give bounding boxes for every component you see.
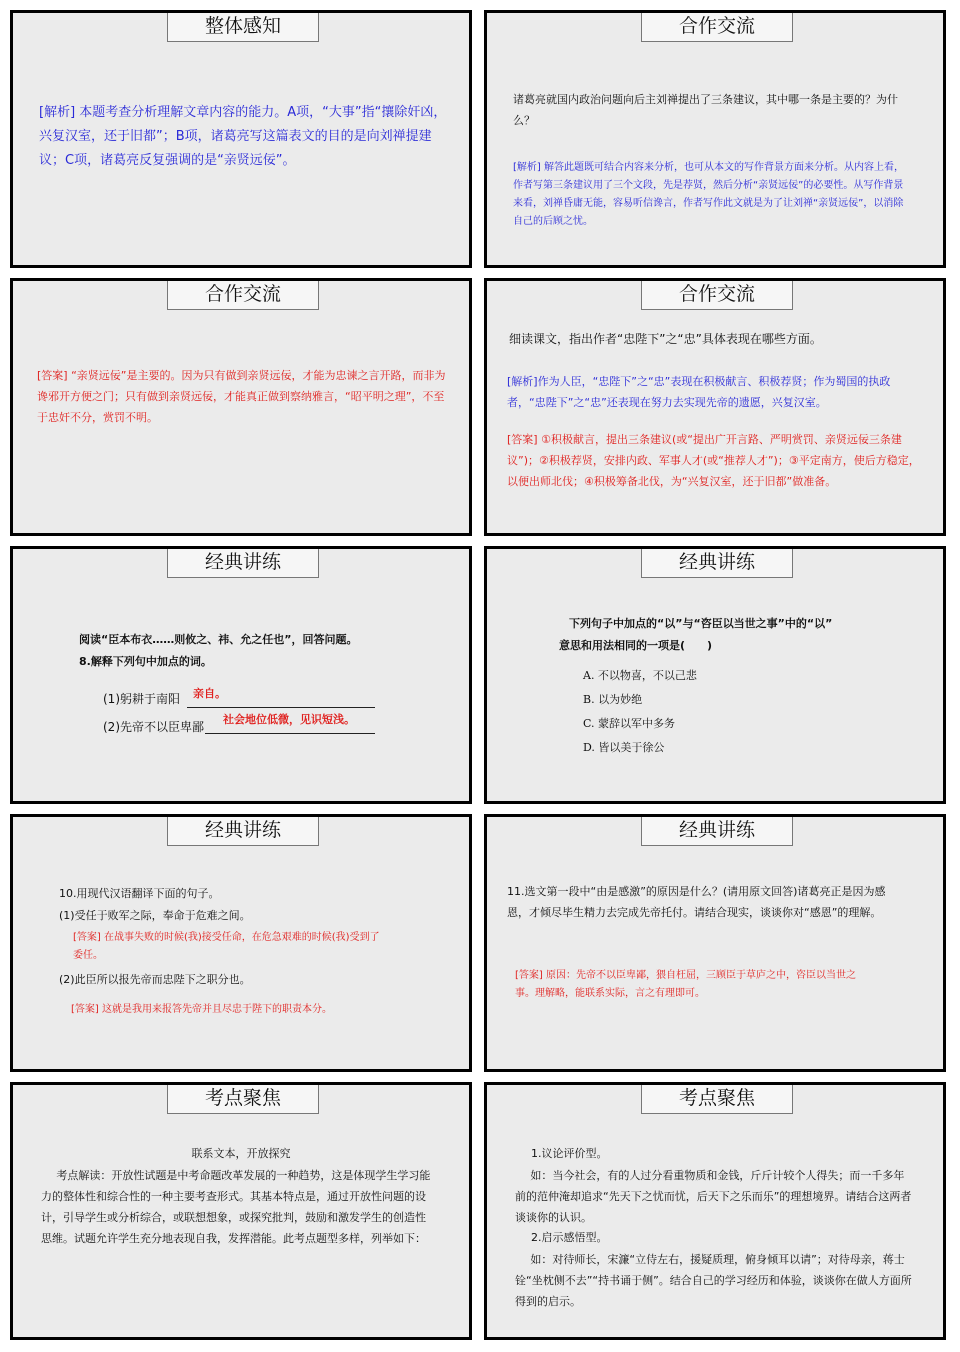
analysis-text: [解析] 本题考查分析理解文章内容的能力。A项，“大事”指“攘除奸凶，兴复汉室，还于旧都”；B项，诸葛亮写这篇表文的目的是向刘禅提建议；C项，诸葛亮反复强调的是“亲贤远佞”。 — [39, 105, 447, 168]
answer-1: 亲自。 — [193, 687, 226, 700]
slide-4 — [484, 278, 946, 536]
slide-10 — [484, 1082, 946, 1340]
sentence-2: (2)先帝不以臣卑鄙 — [103, 720, 204, 734]
question-text: 11.选文第一段中“由是感激”的原因是什么？(请用原文回答)诸葛亮正是因为感恩，才倾尽毕生精力去完成先帝托付。请结合现实，谈谈你对“感恩”的理解。 — [507, 885, 886, 919]
type-1-heading: 1.议论评价型。 — [531, 1147, 608, 1160]
option-d[interactable]: D. 皆以美于徐公 — [583, 741, 665, 754]
sentence-1: (1)受任于败军之际，奉命于危难之间。 — [59, 909, 251, 922]
option-c[interactable]: C. 蒙辞以军中多务 — [583, 717, 676, 730]
answer-2: [答案] 这就是我用来报答先帝并且尽忠于陛下的职责本分。 — [71, 1004, 332, 1015]
question-line-1: 下列句子中加点的“以”与“咨臣以当世之事”中的“以” — [569, 617, 833, 630]
analysis-text: [解析]作为人臣，“忠陛下”之“忠”表现在积极献言、积极荐贤；作为蜀国的执政者，“忠陛下”之“忠”还表现在努力去实现先帝的遗愿，兴复汉室。 — [507, 375, 891, 409]
answer-1: [答案] 在战事失败的时候(我)接受任命，在危急艰难的时候(我)受到了委任。 — [73, 932, 380, 961]
option-a[interactable]: A. 不以物喜，不以己悲 — [583, 669, 697, 682]
slide-title: 经典讲练 — [167, 546, 319, 578]
question-line-2: 意思和用法相同的一项是( ) — [559, 639, 713, 652]
answer-2: 社会地位低微，见识短浅。 — [223, 713, 355, 726]
answer-text: [答案] ①积极献言，提出三条建议(或“提出广开言路、严明赏罚、亲贤远佞三条建议”)；②积极荐贤，安排内政、军事人才(或“推荐人才”)；③平定南方，使后方稳定，以便出师北伐；④积极筹备北伐，为“兴复汉室，还于旧都”做准备。 — [507, 433, 920, 488]
slide-title: 经典讲练 — [641, 814, 793, 846]
answer-text: [答案] “亲贤远佞”是主要的。因为只有做到亲贤远佞，才能为忠谏之言开路，而非为谗邪开方便之门；只有做到亲贤远佞，才能真正做到察纳雅言，“昭平明之理”，不至于忠奸不分，赏罚不明。 — [37, 369, 446, 424]
section-heading: 联系文本，开放探究 — [191, 1147, 291, 1160]
slide-8 — [484, 814, 946, 1072]
slide-title: 经典讲练 — [167, 814, 319, 846]
option-b[interactable]: B. 以为妙绝 — [583, 693, 643, 706]
slide-1 — [10, 10, 472, 268]
answer-text: [答案] 原因：先帝不以臣卑鄙，猥自枉屈，三顾臣于草庐之中，咨臣以当世之事。理解略，能联系实际，言之有理即可。 — [515, 970, 856, 999]
slide-title: 合作交流 — [641, 278, 793, 310]
slide-2 — [484, 10, 946, 268]
slide-6 — [484, 546, 946, 804]
slide-title: 整体感知 — [167, 10, 319, 42]
slide-title: 经典讲练 — [641, 546, 793, 578]
type-2-example: 如：对待师长，宋濂“立侍左右，援疑质理，俯身倾耳以请”；对待母亲，蒋士铨“坐枕侧不去”“持书诵于侧”。结合自己的学习经历和体验，谈谈你在做人方面所得到的启示。 — [515, 1253, 912, 1308]
slide-7 — [10, 814, 472, 1072]
slide-title: 合作交流 — [167, 278, 319, 310]
question-text: 诸葛亮就国内政治问题向后主刘禅提出了三条建议，其中哪一条是主要的？为什么？ — [513, 93, 898, 127]
slide-3 — [10, 278, 472, 536]
answer-blank-2 — [205, 733, 375, 734]
type-1-example: 如：当今社会，有的人过分看重物质和金钱，斤斤计较个人得失；而一千多年前的范仲淹却追求“先天下之忧而忧，后天下之乐而乐”的理想境界。请结合这两者谈谈你的认识。 — [515, 1169, 912, 1224]
question-text: 细读课文，指出作者“忠陛下”之“忠”具体表现在哪些方面。 — [509, 332, 822, 346]
type-2-heading: 2.启示感悟型。 — [531, 1231, 608, 1244]
body-text: 考点解读：开放性试题是中考命题改革发展的一种趋势，这是体现学生学习能力的整体性和综合性的一种主要考查形式。其基本特点是，通过开放性问题的设计，引导学生或分析综合，或联想想象，或探究批判，鼓励和激发学生的创造性思维。试题允许学生充分地表现自我，发挥潜能。此考点题型多样，列举如下： — [41, 1169, 431, 1245]
slide-5 — [10, 546, 472, 804]
answer-blank-1 — [187, 707, 375, 708]
sentence-2: (2)此臣所以报先帝而忠陛下之职分也。 — [59, 973, 251, 986]
analysis-text: [解析] 解答此题既可结合内容来分析，也可从本文的写作背景方面来分析。从内容上看，作者写第三条建议用了三个文段，先是荐贤，然后分析“亲贤远佞”的必要性。从写作背景来看，刘禅昏庸无能，容易听信谗言，作者写作此文就是为了让刘禅“亲贤远佞”，以消除自己的后顾之忧。 — [513, 162, 904, 227]
sentence-1: (1)躬耕于南阳 — [103, 692, 180, 706]
slide-9 — [10, 1082, 472, 1340]
slide-title: 合作交流 — [641, 10, 793, 42]
reading-intro: 阅读“臣本布衣……则攸之、祎、允之任也”，回答问题。 — [79, 633, 358, 646]
question-text: 10.用现代汉语翻译下面的句子。 — [59, 887, 220, 900]
slide-title: 考点聚焦 — [167, 1082, 319, 1114]
slide-title: 考点聚焦 — [641, 1082, 793, 1114]
question-text: 8.解释下列句中加点的词。 — [79, 655, 212, 668]
